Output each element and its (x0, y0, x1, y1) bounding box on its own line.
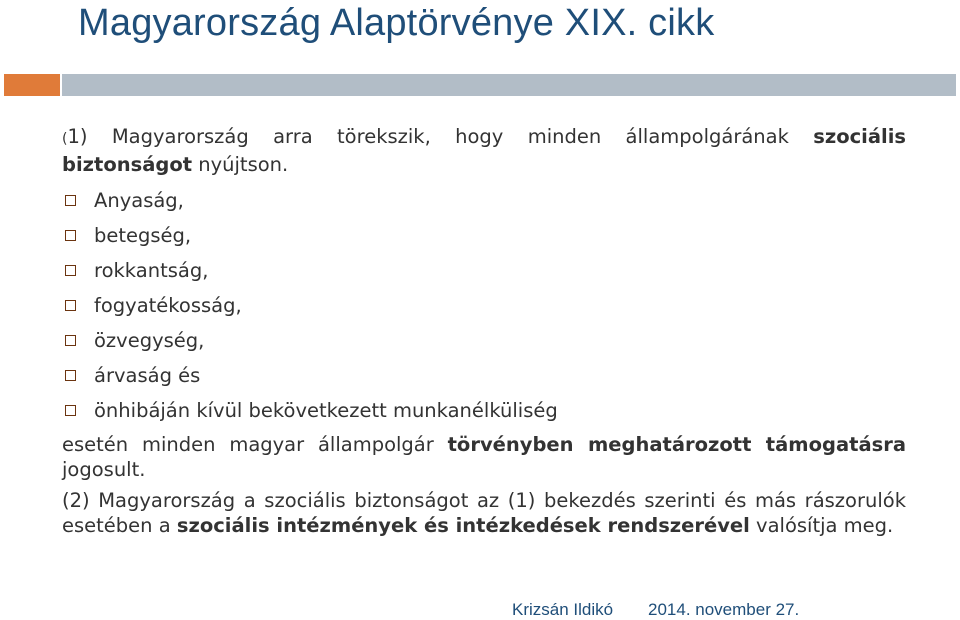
paragraph-3-text-before: (2) Magyarország a szociális biztonságot az (1) bekezdés szerinti és más rászorulók esetében a (62, 489, 906, 537)
bullet-item (62, 183, 906, 218)
bullet-item (62, 253, 906, 288)
bullet-item (62, 218, 906, 253)
bullet-item-text: betegség, (94, 224, 192, 247)
hollow-square-icon (65, 370, 76, 381)
bullet-item-text: rokkantság, (94, 259, 209, 282)
bullet-item (62, 358, 906, 393)
paragraph-3-text-after: valósítja meg. (749, 514, 894, 537)
slide-title: Magyarország Alaptörvénye XIX. cikk (78, 2, 715, 44)
footer-author: Krizsán Ildikó (512, 600, 614, 619)
bullet-item-text: özvegység, (94, 329, 205, 352)
footer-date: 2014. november 27. (648, 600, 800, 619)
slide-content (62, 124, 906, 538)
bullet-item (62, 288, 906, 323)
hollow-square-icon (65, 265, 76, 276)
paragraph-2-text-after: jogosult. (62, 458, 146, 481)
header-divider-bar (62, 74, 956, 96)
paragraph-2 (62, 432, 906, 482)
hollow-square-icon (65, 300, 76, 311)
hollow-square-icon (65, 195, 76, 206)
paragraph-3 (62, 488, 906, 538)
bullet-list (62, 183, 906, 428)
bullet-item-text: fogyatékosság, (94, 294, 242, 317)
bullet-item-text: árvaság és (94, 364, 201, 387)
paragraph-2-text-before: esetén minden magyar állampolgár (62, 433, 448, 456)
paragraph-1-text-after: nyújtson. (192, 153, 289, 176)
bullet-item (62, 393, 906, 428)
paragraph-1 (62, 124, 906, 177)
hollow-square-icon (65, 335, 76, 346)
hollow-square-icon (65, 405, 76, 416)
paragraph-1-bold: szociális biztonságot (62, 125, 906, 176)
accent-bar (4, 74, 60, 96)
bullet-item-text: önhibáján kívül bekövetkezett munkanélküliség (94, 399, 558, 422)
paragraph-1-open-paren: ( (62, 131, 68, 147)
paragraph-1-text-before: 1) Magyarország arra törekszik, hogy minden állampolgárának (67, 125, 814, 148)
paragraph-2-bold: törvényben meghatározott támogatásra (447, 433, 906, 456)
hollow-square-icon (65, 230, 76, 241)
bullet-item-text: Anyaság, (94, 189, 184, 212)
bullet-item (62, 323, 906, 358)
paragraph-3-bold: szociális intézmények és intézkedések rendszerével (176, 514, 750, 537)
